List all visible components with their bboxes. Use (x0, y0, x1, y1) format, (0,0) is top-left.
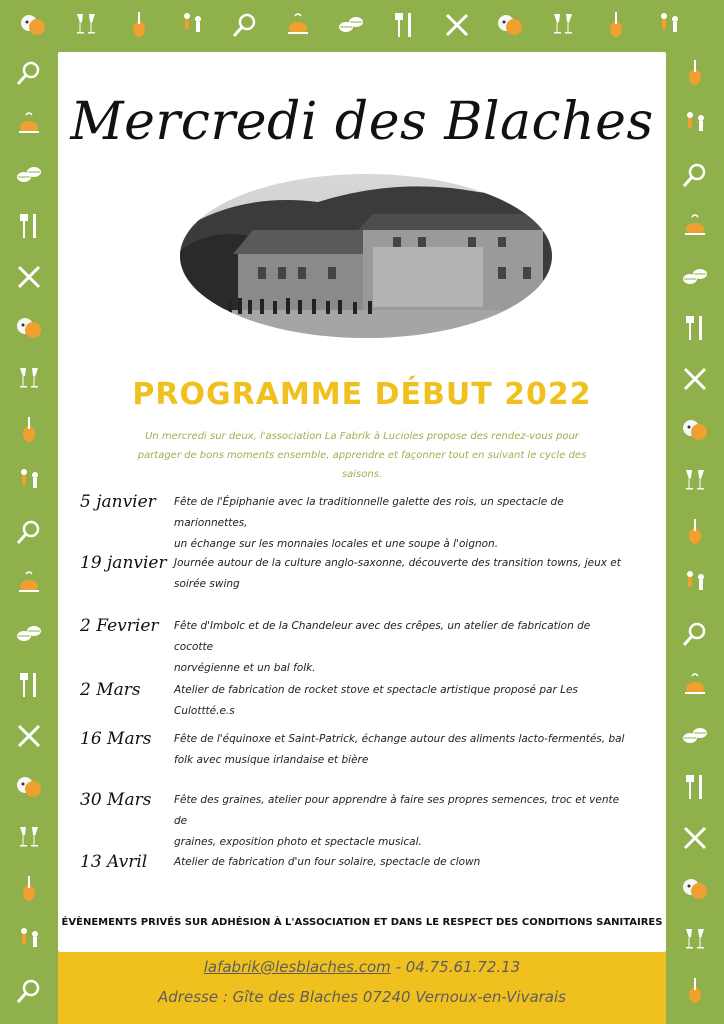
cutlery-icon (14, 211, 44, 241)
magnifier-icon (680, 619, 710, 649)
teapot-icon (283, 10, 313, 40)
teapot-icon (14, 109, 44, 139)
masks-icon (14, 772, 44, 802)
tools-icon (680, 823, 710, 853)
wine-glasses-icon (14, 364, 44, 394)
tools-icon (14, 721, 44, 751)
leaves-icon (680, 262, 710, 292)
event-line: Fête des graines, atelier pour apprendre à faire ses propres semences, troc et vente de (174, 794, 620, 827)
event-date: 5 janvier (80, 492, 156, 512)
phone-number: - 04.75.61.72.13 (390, 958, 521, 976)
sanitary-notice: ÉVÈNEMENTS PRIVÉS SUR ADHÉSION À L'ASSOCIATION ET DANS LE RESPECT DES CONDITIONS SANITAIRES (61, 917, 663, 928)
masks-icon (18, 10, 48, 40)
magnifier-icon (680, 160, 710, 190)
event-date: 30 Mars (80, 790, 152, 810)
leaves-icon (14, 619, 44, 649)
violin-icon (14, 415, 44, 445)
magnifier-icon (14, 976, 44, 1006)
event-description (174, 492, 629, 555)
email-link[interactable]: lafabrik@lesblaches.com (203, 958, 391, 976)
wine-glasses-icon (680, 466, 710, 496)
event-line: norvégienne et un bal folk. (174, 662, 316, 674)
violin-icon (601, 10, 631, 40)
event-line: Atelier de fabrication d'un four solaire, spectacle de clown (174, 856, 481, 868)
event-description (174, 616, 629, 679)
event-date: 13 Avril (80, 852, 148, 872)
violin-icon (680, 58, 710, 88)
event-line: Fête d'Imbolc et de la Chandeleur avec des crêpes, un atelier de fabrication de cocotte (174, 620, 591, 653)
dancers-icon (680, 109, 710, 139)
leaves-icon (680, 721, 710, 751)
event-line: Fête de l'Épiphanie avec la traditionnelle galette des rois, un spectacle de marionnettes, (174, 496, 564, 529)
magnifier-icon (230, 10, 260, 40)
event-description (174, 680, 629, 722)
magnifier-icon (14, 58, 44, 88)
violin-icon (680, 517, 710, 547)
event-line: graines, exposition photo et spectacle musical. (174, 836, 422, 848)
leaves-icon (336, 10, 366, 40)
intro-line-1: Un mercredi sur deux, l'association La Fabrik à Lucioles propose des rendez-vous pour (145, 431, 579, 442)
teapot-icon (680, 670, 710, 700)
event-description (174, 790, 629, 853)
contact-line (58, 958, 666, 976)
event-line: un échange sur les monnaies locales et une soupe à l'oignon. (174, 538, 499, 550)
tools-icon (442, 10, 472, 40)
masks-icon (680, 874, 710, 904)
masks-icon (680, 415, 710, 445)
event-date: 2 Mars (80, 680, 141, 700)
event-date: 16 Mars (80, 729, 152, 749)
violin-icon (124, 10, 154, 40)
cutlery-icon (680, 313, 710, 343)
event-date: 2 Fevrier (80, 616, 159, 636)
intro-line-2: partager de bons moments ensemble, apprendre et façonner tout en suivant le cycle des saisons. (137, 450, 587, 480)
teapot-icon (680, 211, 710, 241)
footer-band (58, 952, 666, 1024)
event-line: Fête de l'équinoxe et Saint-Patrick, échange autour des aliments lacto-fermentés, bal (174, 733, 625, 745)
cutlery-icon (389, 10, 419, 40)
vintage-photo (178, 172, 554, 340)
masks-icon (495, 10, 525, 40)
event-line: Atelier de fabrication de rocket stove et spectacle artistique proposé par Les Culottté.e.s (174, 684, 578, 717)
event-date: 19 janvier (80, 553, 167, 573)
programme-heading: PROGRAMME DÉBUT 2022 (132, 377, 592, 412)
event-description (174, 729, 629, 771)
masks-icon (14, 313, 44, 343)
wine-glasses-icon (14, 823, 44, 853)
event-line: folk avec musique irlandaise et bière (174, 754, 369, 766)
dancers-icon (654, 10, 684, 40)
dancers-icon (680, 568, 710, 598)
event-line: Journée autour de la culture anglo-saxonne, découverte des transition towns, jeux et (174, 557, 621, 569)
magnifier-icon (14, 517, 44, 547)
leaves-icon (14, 160, 44, 190)
violin-icon (680, 976, 710, 1006)
violin-icon (14, 874, 44, 904)
event-line: soirée swing (174, 578, 240, 590)
dancers-icon (177, 10, 207, 40)
dancers-icon (14, 925, 44, 955)
tools-icon (14, 262, 44, 292)
wine-glasses-icon (548, 10, 578, 40)
poster-sheet (58, 52, 666, 952)
page-title: Mercredi des Blaches (70, 92, 654, 152)
tools-icon (680, 364, 710, 394)
cutlery-icon (680, 772, 710, 802)
dancers-icon (14, 466, 44, 496)
event-description (174, 852, 629, 873)
cutlery-icon (14, 670, 44, 700)
address-line: Adresse : Gîte des Blaches 07240 Vernoux-en-Vivarais (158, 988, 566, 1006)
teapot-icon (14, 568, 44, 598)
intro-text (118, 427, 606, 484)
wine-glasses-icon (680, 925, 710, 955)
wine-glasses-icon (71, 10, 101, 40)
event-description (174, 553, 629, 595)
